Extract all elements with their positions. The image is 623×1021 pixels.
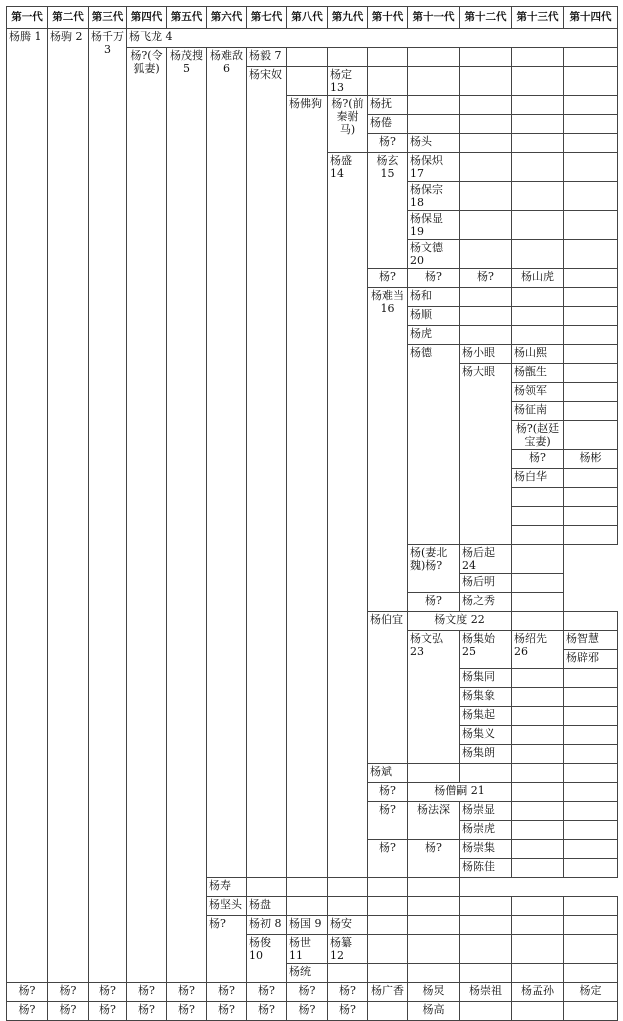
empty-cell (564, 745, 618, 764)
footer-cell (512, 1002, 564, 1021)
empty-cell (460, 240, 512, 269)
empty-cell (564, 115, 618, 134)
empty-cell (512, 840, 564, 859)
empty-cell (368, 935, 408, 964)
empty-cell (512, 115, 564, 134)
header-gen-5: 第五代 (167, 7, 207, 29)
person-cell: 杨? (368, 269, 408, 288)
empty-cell (564, 897, 618, 916)
person-cell: 杨大眼 (460, 364, 512, 545)
person-cell: 杨和 (408, 288, 460, 307)
table-row (7, 29, 618, 48)
header-gen-11: 第十一代 (408, 7, 460, 29)
person-cell: 杨? (408, 840, 460, 878)
header-gen-1: 第一代 (7, 7, 48, 29)
person-cell: 杨统 (287, 964, 328, 983)
empty-cell (512, 574, 564, 593)
empty-cell (408, 48, 460, 67)
header-gen-6: 第六代 (207, 7, 247, 29)
empty-cell (564, 526, 618, 545)
empty-cell (408, 115, 460, 134)
person-cell: 杨小眼 (460, 345, 512, 364)
person-cell: 杨盛 14 (328, 153, 368, 878)
empty-cell (512, 764, 564, 783)
empty-cell (512, 240, 564, 269)
empty-cell (564, 821, 618, 840)
person-cell: 杨安 (328, 916, 368, 935)
empty-cell (564, 707, 618, 726)
empty-cell (564, 240, 618, 269)
empty-cell (460, 48, 512, 67)
empty-cell (564, 134, 618, 153)
footer-cell: 杨? (167, 983, 207, 1002)
person-cell: 杨茂搜 5 (167, 48, 207, 983)
person-cell: 杨领军 (512, 383, 564, 402)
person-cell: 杨集象 (460, 688, 512, 707)
footer-cell: 杨? (167, 1002, 207, 1021)
person-cell: 杨崇显 (460, 802, 512, 821)
empty-cell (564, 612, 618, 631)
header-gen-3: 第三代 (89, 7, 127, 29)
empty-cell (512, 669, 564, 688)
empty-cell (460, 964, 512, 983)
empty-cell (512, 897, 564, 916)
person-cell: 杨法深 (408, 802, 460, 840)
footer-cell: 杨崇祖 (460, 983, 512, 1002)
footer-cell: 杨高 (408, 1002, 460, 1021)
empty-cell (564, 96, 618, 115)
empty-cell (564, 402, 618, 421)
person-cell: 杨文德 20 (408, 240, 460, 269)
person-cell: 杨文弘 23 (408, 631, 460, 764)
footer-cell: 杨? (247, 983, 287, 1002)
person-cell: 杨飞龙 4 (127, 29, 618, 48)
empty-cell (287, 48, 328, 67)
header-gen-7: 第七代 (247, 7, 287, 29)
person-cell: 杨? (368, 802, 408, 840)
empty-cell (368, 964, 408, 983)
table-row (7, 983, 618, 1002)
person-cell: 杨陈佳 (460, 859, 512, 878)
empty-cell (368, 897, 408, 916)
empty-cell (564, 153, 618, 182)
footer-cell: 杨? (89, 983, 127, 1002)
genealogy-table (6, 6, 618, 1021)
header-gen-12: 第十二代 (460, 7, 512, 29)
header-gen-13: 第十三代 (512, 7, 564, 29)
person-cell: 杨宋奴 (247, 67, 287, 878)
person-cell: 杨集同 (460, 669, 512, 688)
footer-cell: 杨? (207, 983, 247, 1002)
person-cell: 杨? (460, 269, 512, 288)
person-cell: 杨定 13 (328, 67, 368, 96)
empty-cell (564, 211, 618, 240)
person-cell: 杨彬 (564, 450, 618, 469)
person-cell: 杨征南 (512, 402, 564, 421)
empty-cell (564, 48, 618, 67)
person-cell: 杨甑生 (512, 364, 564, 383)
empty-cell (512, 726, 564, 745)
empty-cell (368, 67, 408, 96)
empty-cell (460, 764, 512, 783)
empty-cell (460, 96, 512, 115)
empty-cell (564, 688, 618, 707)
empty-cell (564, 859, 618, 878)
empty-cell (408, 935, 460, 964)
empty-cell (460, 153, 512, 182)
empty-cell (564, 326, 618, 345)
empty-cell (512, 707, 564, 726)
empty-cell (460, 211, 512, 240)
empty-cell (328, 48, 368, 67)
empty-cell (460, 897, 512, 916)
person-cell: 杨保炽 17 (408, 153, 460, 182)
empty-cell (460, 134, 512, 153)
empty-cell (512, 507, 564, 526)
empty-cell (512, 182, 564, 211)
person-cell: 杨?(令狐妻) (127, 48, 167, 983)
empty-cell (460, 67, 512, 96)
footer-cell (564, 1002, 618, 1021)
person-cell: 杨集朗 (460, 745, 512, 764)
empty-cell (512, 211, 564, 240)
empty-cell (564, 383, 618, 402)
empty-cell (408, 878, 460, 897)
empty-cell (512, 96, 564, 115)
person-cell: 杨毅 7 (247, 48, 287, 67)
empty-cell (564, 916, 618, 935)
empty-cell (564, 469, 618, 488)
header-gen-10: 第十代 (368, 7, 408, 29)
person-cell: 杨伯宜 (368, 612, 408, 764)
person-cell: 杨顺 (408, 307, 460, 326)
footer-cell: 杨? (247, 1002, 287, 1021)
person-cell: 杨崇虎 (460, 821, 512, 840)
empty-cell (512, 326, 564, 345)
empty-cell (287, 897, 328, 916)
person-cell: 杨文度 22 (408, 612, 512, 631)
person-cell: 杨? (408, 593, 460, 612)
empty-cell (564, 669, 618, 688)
person-cell: 杨俊 10 (247, 935, 287, 983)
footer-cell: 杨广香 (368, 983, 408, 1002)
person-cell: 杨抚 (368, 96, 408, 115)
empty-cell (287, 67, 328, 96)
empty-cell (368, 48, 408, 67)
person-cell: 杨山虎 (512, 269, 564, 288)
empty-cell (512, 859, 564, 878)
footer-cell: 杨? (328, 1002, 368, 1021)
footer-cell: 杨? (127, 983, 167, 1002)
empty-cell (408, 964, 460, 983)
person-cell: 杨盘 (247, 897, 287, 916)
empty-cell (512, 307, 564, 326)
footer-cell: 杨? (48, 983, 89, 1002)
empty-cell (564, 507, 618, 526)
empty-cell (512, 745, 564, 764)
empty-cell (408, 67, 460, 96)
person-cell: 杨德 (408, 345, 460, 545)
person-cell: 杨千万 3 (89, 29, 127, 983)
empty-cell (564, 67, 618, 96)
person-cell: 杨难当 16 (368, 288, 408, 612)
empty-cell (564, 726, 618, 745)
footer-cell: 杨孟孙 (512, 983, 564, 1002)
empty-cell (512, 134, 564, 153)
empty-cell (564, 269, 618, 288)
footer-cell: 杨? (328, 983, 368, 1002)
empty-cell (408, 897, 460, 916)
empty-cell (512, 935, 564, 964)
empty-cell (512, 964, 564, 983)
person-cell: 杨? (368, 840, 408, 878)
person-cell: 杨斌 (368, 764, 408, 783)
empty-cell (512, 612, 564, 631)
person-cell: 杨虎 (408, 326, 460, 345)
empty-cell (512, 593, 564, 612)
person-cell: 杨(妻北魏)杨? (408, 545, 460, 593)
empty-cell (564, 964, 618, 983)
empty-cell (512, 48, 564, 67)
empty-cell (564, 288, 618, 307)
footer-cell: 杨? (89, 1002, 127, 1021)
empty-cell (460, 288, 512, 307)
empty-cell (564, 182, 618, 211)
person-cell: 杨智慧 (564, 631, 618, 650)
person-cell: 杨之秀 (460, 593, 512, 612)
footer-cell: 杨? (287, 1002, 328, 1021)
empty-cell (512, 67, 564, 96)
header-gen-8: 第八代 (287, 7, 328, 29)
empty-cell (564, 345, 618, 364)
person-cell: 杨? (512, 450, 564, 469)
person-cell: 杨后起 24 (460, 545, 512, 574)
genealogy-body (7, 29, 618, 1021)
footer-cell (460, 1002, 512, 1021)
empty-cell (564, 307, 618, 326)
person-cell: 杨佛狗 (287, 96, 328, 878)
empty-cell (512, 821, 564, 840)
footer-cell: 杨? (207, 1002, 247, 1021)
genealogy-table-wrapper (6, 6, 618, 1021)
person-cell: 杨集义 (460, 726, 512, 745)
empty-cell (564, 364, 618, 383)
person-cell: 杨玄 15 (368, 153, 408, 269)
person-cell: 杨难敌 6 (207, 48, 247, 878)
footer-cell: 杨定 (564, 983, 618, 1002)
footer-cell: 杨? (127, 1002, 167, 1021)
empty-cell (564, 421, 618, 450)
person-cell: 杨?(前秦驸马) (328, 96, 368, 153)
empty-cell (287, 878, 328, 897)
person-cell: 杨倦 (368, 115, 408, 134)
person-cell: 杨辟邪 (564, 650, 618, 669)
person-cell: 杨集起 (460, 707, 512, 726)
person-cell: 杨? (207, 916, 247, 983)
empty-cell (512, 802, 564, 821)
empty-cell (564, 802, 618, 821)
empty-cell (460, 115, 512, 134)
empty-cell (564, 840, 618, 859)
person-cell: 杨? (368, 783, 408, 802)
empty-cell (460, 182, 512, 211)
empty-cell (460, 326, 512, 345)
empty-cell (328, 964, 368, 983)
person-cell: 杨寿 (207, 878, 247, 897)
empty-cell (512, 153, 564, 182)
empty-cell (564, 935, 618, 964)
person-cell: 杨白华 (512, 469, 564, 488)
empty-cell (460, 935, 512, 964)
empty-cell (512, 288, 564, 307)
empty-cell (564, 488, 618, 507)
header-gen-2: 第二代 (48, 7, 89, 29)
footer-cell: 杨炅 (408, 983, 460, 1002)
empty-cell (512, 916, 564, 935)
empty-cell (564, 783, 618, 802)
footer-cell: 杨? (287, 983, 328, 1002)
header-row (7, 7, 618, 29)
person-cell: 杨崇集 (460, 840, 512, 859)
person-cell: 杨头 (408, 134, 460, 153)
footer-cell: 杨? (7, 983, 48, 1002)
person-cell: 杨驹 2 (48, 29, 89, 983)
footer-cell: 杨? (48, 1002, 89, 1021)
empty-cell (512, 783, 564, 802)
person-cell: 杨? (368, 134, 408, 153)
person-cell: 杨保宗 18 (408, 182, 460, 211)
person-cell: 杨后明 (460, 574, 512, 593)
empty-cell (460, 916, 512, 935)
header-gen-9: 第九代 (328, 7, 368, 29)
empty-cell (512, 545, 564, 574)
person-cell: 杨腾 1 (7, 29, 48, 983)
empty-cell (408, 96, 460, 115)
person-cell: 杨初 8 (247, 916, 287, 935)
footer-cell (368, 1002, 408, 1021)
person-cell: 杨保显 19 (408, 211, 460, 240)
footer-cell: 杨? (7, 1002, 48, 1021)
person-cell: 杨僧嗣 21 (408, 783, 512, 802)
empty-cell (247, 878, 287, 897)
person-cell: 杨纂 12 (328, 935, 368, 964)
empty-cell (512, 488, 564, 507)
empty-cell (512, 526, 564, 545)
empty-cell (408, 916, 460, 935)
empty-cell (328, 878, 368, 897)
empty-cell (512, 688, 564, 707)
header-gen-4: 第四代 (127, 7, 167, 29)
empty-cell (328, 897, 368, 916)
table-row (7, 1002, 618, 1021)
person-cell: 杨世 11 (287, 935, 328, 964)
person-cell: 杨? (408, 269, 460, 288)
person-cell: 杨?(赵廷宝妻) (512, 421, 564, 450)
header-gen-14: 第十四代 (564, 7, 618, 29)
person-cell: 杨坚头 (207, 897, 247, 916)
empty-cell (564, 764, 618, 783)
empty-cell (460, 307, 512, 326)
person-cell: 杨山熙 (512, 345, 564, 364)
person-cell: 杨集始 25 (460, 631, 512, 669)
empty-cell (408, 764, 460, 783)
empty-cell (368, 916, 408, 935)
empty-cell (368, 878, 408, 897)
person-cell: 杨国 9 (287, 916, 328, 935)
person-cell: 杨绍先 26 (512, 631, 564, 669)
